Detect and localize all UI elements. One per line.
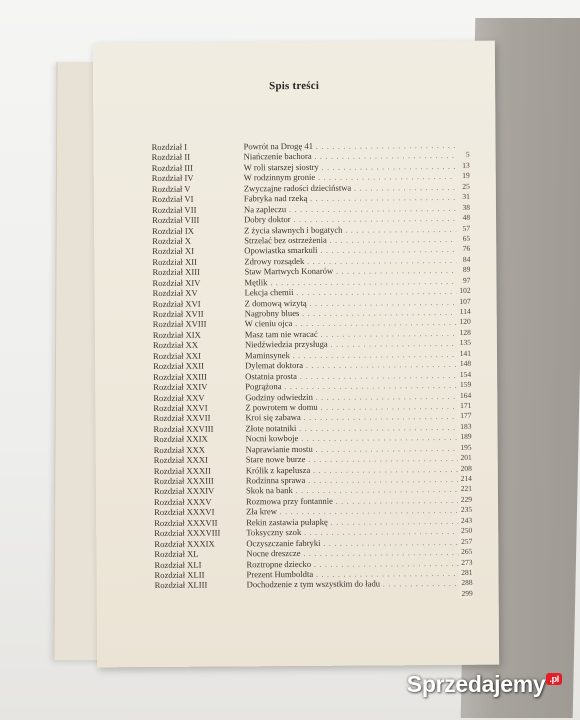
toc-chapter-number: Rozdział IX: [152, 225, 194, 236]
toc-chapter-title: Nocne dreszcze . . .: [246, 547, 458, 559]
toc-chapter-title: Strzelać bez ostrzeżenia . . .: [244, 234, 456, 246]
toc-chapter-title: Złote notatniki . . .: [245, 422, 457, 434]
toc-page-number: 288: [461, 578, 473, 588]
toc-chapter-number: Rozdział XXIV: [153, 381, 208, 393]
toc-chapter-number: Rozdział XXXI: [153, 454, 208, 466]
toc-chapter-number: Rozdział XLI: [154, 559, 202, 570]
toc-chapter-number: Rozdział XXXVIII: [154, 527, 221, 539]
toc-chapter-number: Rozdział VII: [151, 204, 197, 215]
watermark-text: Sprzedajemy: [406, 671, 546, 697]
toc-chapter-title: Lekcja chemii . . .: [245, 286, 457, 298]
toc-page-number: 250: [460, 525, 473, 536]
toc-chapter-title: Nocni kowboje . . .: [246, 432, 458, 444]
table-of-contents: [151, 140, 473, 601]
toc-chapter-title: Rekin zastawia pułapkę . . .: [246, 516, 458, 528]
toc-page-number: 13: [462, 160, 470, 170]
toc-chapter-title: Pogrążona . . .: [245, 380, 457, 392]
watermark-badge: .pl: [546, 673, 562, 685]
toc-page-number: 102: [459, 285, 471, 295]
toc-page-number: 128: [459, 327, 471, 337]
toc-chapter-number: Rozdział IV: [151, 173, 194, 184]
toc-chapter-number: Rozdział XXXVII: [154, 517, 218, 528]
toc-page-number: 97: [462, 275, 471, 285]
toc-entry: [155, 588, 473, 602]
toc-page-number: 5: [465, 150, 470, 160]
toc-page-number: 38: [462, 202, 471, 212]
toc-chapter-number: Rozdział XXVIII: [153, 423, 214, 434]
watermark: [407, 671, 562, 698]
toc-chapter-title: Dylemat doktora . . .: [245, 359, 457, 371]
toc-chapter-title: Nagrobny blues . . .: [245, 307, 457, 319]
toc-chapter-title: Rodzinna sprawa . . .: [246, 474, 458, 486]
toc-chapter-number: Rozdział XV: [152, 287, 198, 299]
toc-page-number: 265: [461, 546, 473, 556]
toc-chapter-title: Dobry doktor . . .: [244, 213, 456, 225]
toc-chapter-title: Niańczenie bachora . . .: [244, 150, 456, 162]
toc-chapter-title: Stare nowe burze . . .: [246, 453, 458, 465]
toc-chapter-title: Fabryka nad rzeką . . .: [244, 192, 456, 204]
toc-chapter-number: Rozdział XXXII: [153, 465, 211, 476]
toc-chapter-number: Rozdział XII: [152, 256, 198, 267]
toc-chapter-number: Rozdział II: [151, 152, 191, 163]
toc-chapter-number: Rozdział XXXV: [153, 496, 212, 507]
toc-chapter-title: Staw Martwych Konarów . . .: [244, 265, 456, 277]
toc-page-number: 183: [460, 421, 472, 431]
toc-chapter-number: Rozdział XXVII: [153, 412, 211, 424]
toc-page-number: 195: [460, 442, 472, 452]
toc-chapter-number: Rozdział XXXIX: [154, 538, 215, 549]
toc-chapter-number: Rozdział III: [151, 162, 194, 173]
toc-chapter-title: Kroi się zabawa . . .: [245, 411, 457, 423]
toc-page-number: 19: [462, 171, 470, 181]
page-title: Spis treści: [269, 79, 320, 93]
toc-chapter-number: Rozdział XVII: [152, 308, 204, 319]
toc-chapter-title: Opowiastka smarkuli . . .: [244, 244, 456, 256]
toc-chapter-number: Rozdział XL: [154, 548, 199, 560]
toc-chapter-number: Rozdział XXV: [153, 392, 205, 403]
toc-chapter-number: Rozdział XLII: [154, 569, 205, 580]
toc-chapter-title: Ostatnia prosta . . .: [245, 370, 457, 382]
toc-page-number: 208: [460, 463, 472, 473]
toc-chapter-number: Rozdział XXIX: [153, 433, 208, 445]
toc-chapter-title: W roli starszej siostry . . .: [244, 161, 456, 173]
toc-chapter-number: Rozdział VIII: [152, 214, 200, 226]
toc-page-number: 164: [460, 390, 472, 400]
toc-chapter-number: Rozdział X: [152, 235, 192, 246]
toc-chapter-number: Rozdział XLIII: [154, 579, 208, 591]
toc-chapter-number: Rozdział XIX: [152, 329, 201, 340]
toc-chapter-number: Rozdział XX: [152, 339, 199, 351]
toc-chapter-title: Maminsynek . . .: [245, 349, 457, 361]
toc-chapter-number: Rozdział XIII: [152, 266, 200, 278]
toc-page-number: 57: [462, 223, 471, 233]
toc-page-number: 235: [460, 505, 473, 515]
toc-page-number: 141: [459, 348, 472, 358]
toc-chapter-number: Rozdział XXXIV: [153, 486, 215, 497]
toc-chapter-title: W rodzinnym gronie . . .: [244, 171, 456, 183]
toc-page-number: 201: [460, 452, 472, 462]
toc-chapter-title: Zła krew . . .: [246, 505, 458, 517]
toc-chapter-number: Rozdział XVI: [152, 298, 201, 309]
toc-page-number: 148: [459, 358, 472, 369]
toc-chapter-title: Na zapleczu . . .: [244, 203, 456, 215]
toc-chapter-number: Rozdział VI: [151, 193, 194, 205]
toc-chapter-number: Rozdział XXXIII: [153, 475, 214, 486]
toc-chapter-title: Królik z kapelusza . . .: [246, 463, 458, 475]
toc-chapter-title: Z życia sławnych i bogatych . . .: [244, 223, 456, 235]
toc-chapter-number: Rozdział XXVI: [153, 402, 208, 413]
toc-page-number: 257: [461, 536, 473, 546]
toc-page-number: 89: [462, 265, 471, 275]
toc-chapter-title: W cieniu ojca . . .: [245, 317, 457, 329]
toc-chapter-number: Rozdział XIV: [152, 277, 201, 288]
toc-page-number: 221: [460, 484, 472, 494]
toc-page-number: 214: [460, 473, 472, 483]
toc-chapter-title: Powrót na Drogę 41 . . .: [244, 140, 456, 152]
toc-chapter-title: Zwyczajne radości dzieciństwa . . .: [244, 182, 456, 194]
toc-page-number: 107: [459, 296, 471, 306]
toc-page-number: 243: [460, 515, 473, 525]
toc-page-number: 229: [460, 494, 473, 504]
toc-page-number: 84: [462, 254, 471, 264]
toc-chapter-number: Rozdział I: [151, 141, 188, 153]
toc-chapter-title: Prezent Humboldta . . .: [247, 568, 459, 580]
toc-page-number: 281: [461, 567, 473, 577]
toc-chapter-title: Mętlik . . .: [244, 276, 456, 288]
toc-chapter-title: Dochodzenie z tym wszystkim do ładu . . .: [247, 578, 459, 590]
toc-chapter-title: Toksyczny szok . . .: [246, 526, 458, 538]
toc-chapter-number: Rozdział XXX: [153, 444, 206, 455]
toc-page-number: 171: [460, 400, 472, 410]
toc-chapter-number: Rozdział XXXVI: [154, 506, 215, 518]
toc-page-number: 154: [459, 369, 472, 379]
toc-chapter-title: Niedźwiedzia przysługa . . .: [245, 338, 457, 350]
toc-page-number: 177: [460, 411, 472, 421]
toc-chapter-title: Z domową wizytą . . .: [245, 296, 457, 308]
toc-page-number: 299: [461, 588, 473, 598]
toc-chapter-title: Oczyszczanie fabryki . . .: [246, 536, 458, 548]
toc-chapter-number: Rozdział V: [151, 183, 191, 194]
toc-chapter-number: Rozdział XXIII: [153, 371, 207, 382]
toc-chapter-title: Z powrotem w domu . . .: [245, 401, 457, 413]
toc-page-number: 135: [459, 338, 471, 348]
toc-chapter-title: Naprawianie mostu . . .: [246, 443, 458, 455]
toc-page-number: 48: [462, 212, 471, 222]
toc-chapter-number: Rozdział XXII: [153, 360, 204, 372]
toc-chapter-title: Rozmowa przy fontannie . . .: [246, 495, 458, 507]
toc-chapter-title: Skok na bank . . .: [246, 484, 458, 496]
toc-page-number: 114: [459, 306, 471, 316]
toc-chapter-number: Rozdział XI: [152, 246, 195, 257]
toc-page-number: 159: [459, 379, 472, 389]
toc-page-number: 76: [462, 244, 471, 254]
toc-page-number: 120: [459, 317, 471, 327]
toc-chapter-title: Zdrowy rozsądek . . .: [244, 255, 456, 267]
toc-page-number: 31: [462, 191, 470, 202]
toc-chapter-number: Rozdział XVIII: [152, 319, 207, 330]
book-page: [93, 41, 499, 668]
toc-chapter-title: Godziny odwiedzin . . .: [245, 390, 457, 402]
toc-chapter-title: Masz tam nie wracać . . .: [245, 328, 457, 340]
toc-page-number: 273: [461, 557, 473, 567]
toc-chapter-number: Rozdział XXI: [152, 350, 202, 361]
toc-page-number: 25: [462, 181, 470, 191]
toc-page-number: 65: [462, 233, 471, 243]
toc-chapter-title: Roztropne dziecko . . .: [246, 557, 458, 569]
toc-page-number: 189: [460, 432, 472, 442]
